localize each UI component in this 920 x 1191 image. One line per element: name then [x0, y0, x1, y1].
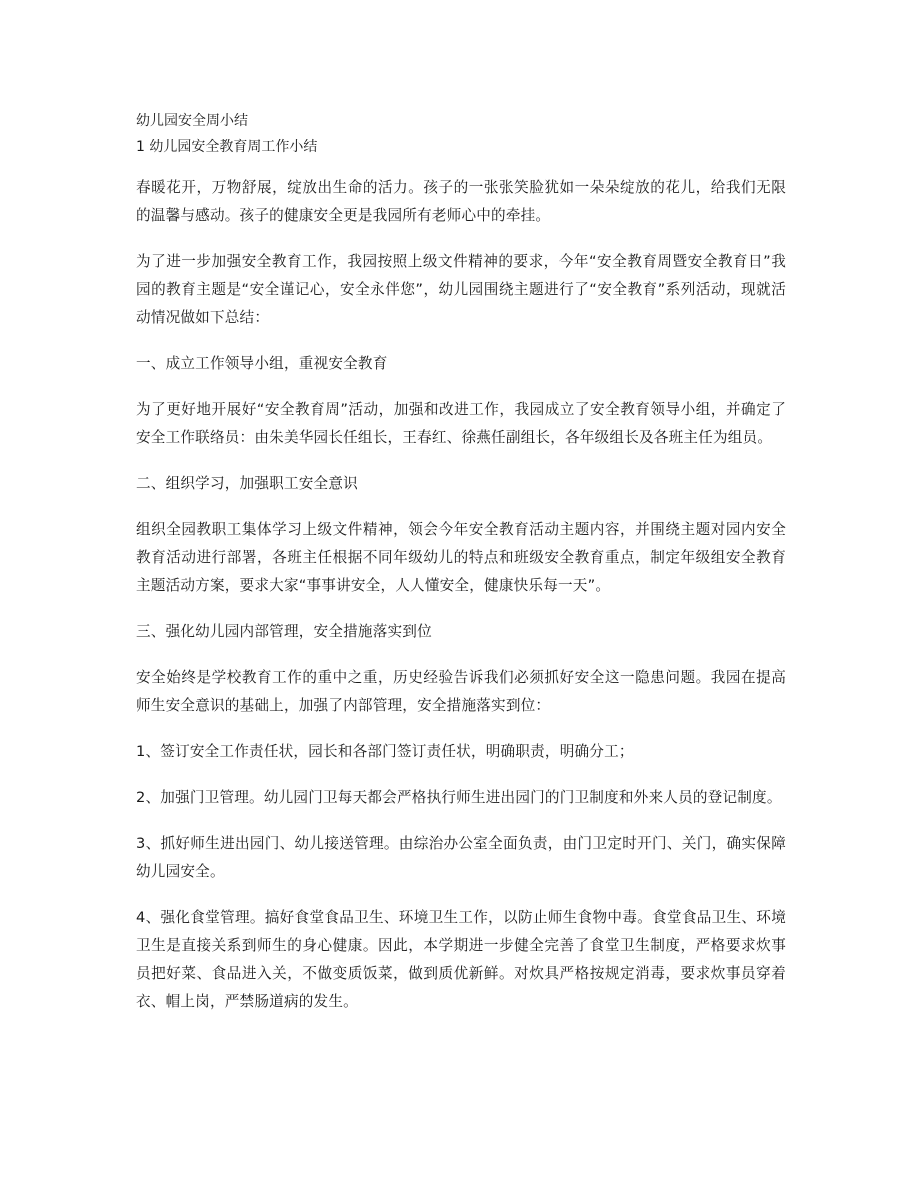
document-body: [136, 110, 786, 1034]
paragraph-section-1: 为了更好地开展好“安全教育周”活动，加强和改进工作，我园成立了安全教育领导小组，并确定了安全工作联络员：由朱美华园长任组长，王春红、徐燕任副组长，各年级组长及各班主任为组员。: [136, 401, 786, 446]
section-heading-1: 一、成立工作领导小组，重视安全教育: [136, 355, 388, 372]
document-title: 幼儿园安全周小结: [136, 113, 248, 129]
list-item-3: 3、抓好师生进出园门、幼儿接送管理。由综治办公室全面负责，由门卫定时开门、关门，确实保障幼儿园安全。: [136, 835, 786, 880]
list-item-2: 2、加强门卫管理。幼儿园门卫每天都会严格执行师生进出园门的门卫制度和外来人员的登记制度。: [136, 789, 782, 806]
section-heading-2: 二、组织学习，加强职工安全意识: [136, 475, 358, 492]
section-heading-3: 三、强化幼儿园内部管理，安全措施落实到位: [136, 623, 432, 640]
list-item-1: 1、签订安全工作责任状，园长和各部门签订责任状，明确职责，明确分工；: [136, 743, 634, 760]
paragraph-section-2: 组织全园教职工集体学习上级文件精神，领会今年安全教育活动主题内容，并围绕主题对园内安全教育活动进行部署，各班主任根据不同年级幼儿的特点和班级安全教育重点，制定年级组安全教育主题活动方案，要求大家“事事讲安全，人人懂安全，健康快乐每一天”。: [136, 521, 786, 594]
list-item-4: 4、强化食堂管理。搞好食堂食品卫生、环境卫生工作，以防止师生食物中毒。食堂食品卫生、环境卫生是直接关系到师生的身心健康。因此，本学期进一步健全完善了食堂卫生制度，严格要求炊事员把好菜、食品进入关，不做变质饭菜，做到质优新鲜。对炊具严格按规定消毒，要求炊事员穿着衣、帽上岗，严禁肠道病的发生。: [136, 909, 786, 1010]
paragraph-purpose: 为了进一步加强安全教育工作，我园按照上级文件精神的要求，今年“安全教育周暨安全教育日”我园的教育主题是“安全谨记心，安全永伴您”，幼儿园围绕主题进行了“安全教育”系列活动，现就活动情况做如下总结：: [136, 253, 786, 326]
paragraph-intro: 春暖花开，万物舒展，绽放出生命的活力。孩子的一张张笑脸犹如一朵朵绽放的花儿，给我们无限的温馨与感动。孩子的健康安全更是我园所有老师心中的牵挂。: [136, 179, 786, 224]
paragraph-section-3: 安全始终是学校教育工作的重中之重，历史经验告诉我们必须抓好安全这一隐患问题。我园在提高师生安全意识的基础上，加强了内部管理，安全措施落实到位：: [136, 669, 786, 714]
document-subtitle: 1 幼儿园安全教育周工作小结: [136, 139, 318, 155]
